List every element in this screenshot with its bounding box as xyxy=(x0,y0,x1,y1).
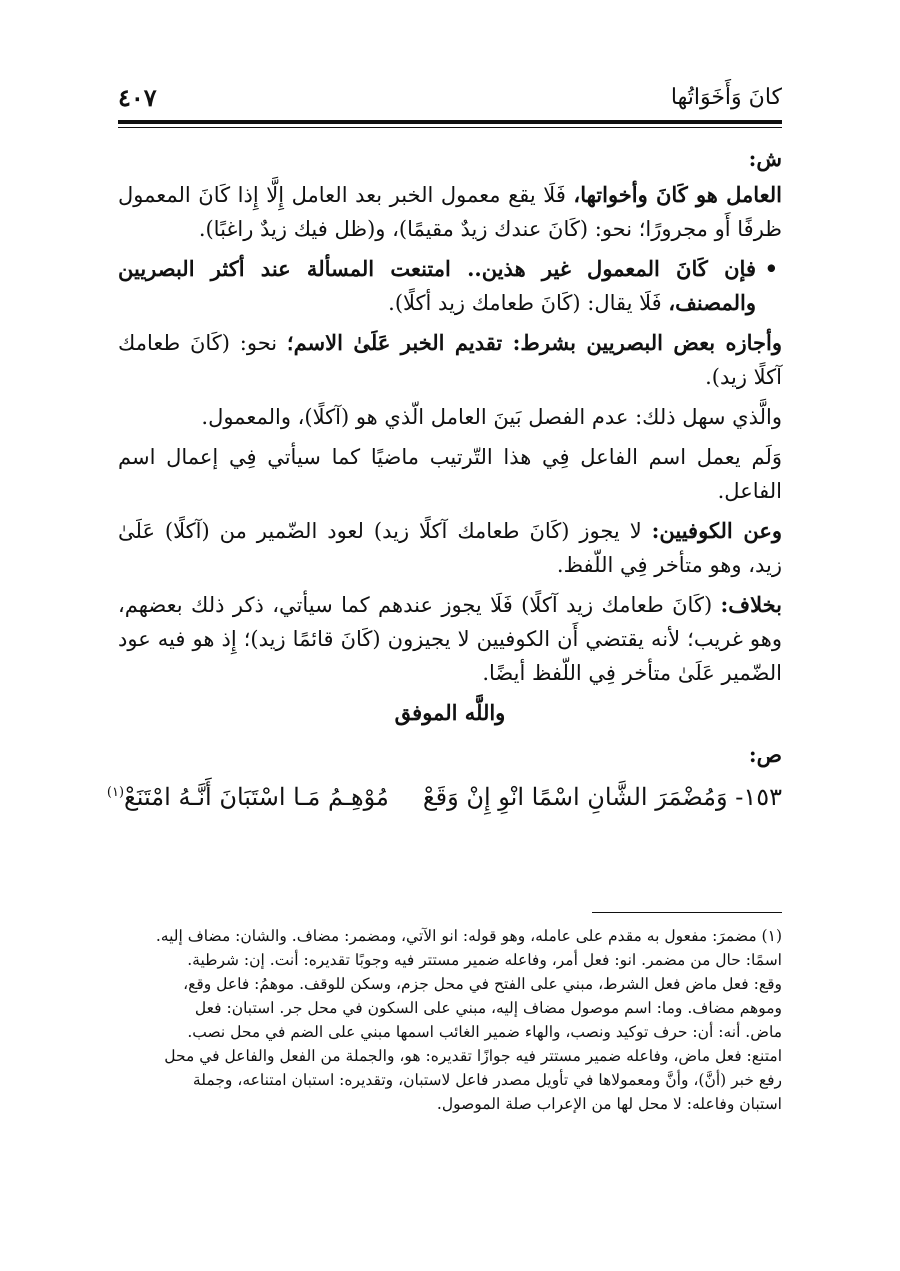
paragraph-3: والَّذي سهل ذلك: عدم الفصل بَينَ العامل الّذي هو (آكلًا)، والمعمول. xyxy=(201,405,782,429)
footnote-line: (١) مضمرَ: مفعول به مقدم على عامله، وهو قوله: انو الآتي، ومضمر: مضاف. والشان: مضاف إليه. xyxy=(155,927,782,945)
footnote-line: امتنع: فعل ماض، وفاعله ضمير مستتر فيه جوازًا تقديره: هو، والجملة من الفعل والفاعل في محل xyxy=(164,1047,782,1065)
paragraph-4: وَلَم يعمل اسم الفاعل فِي هذا التّرتيب ماضيًا كما سيأتي فِي إعمال اسم الفاعل. xyxy=(118,445,782,503)
paragraph-2-text: نحو: (كَانَ طعامك آكلًا زيد). xyxy=(118,331,782,389)
paragraph-1 xyxy=(118,178,782,246)
bullet-bold: فإن كَانَ المعمول غير هذين.. امتنعت المسألة عند أكثر البصريين والمصنف، xyxy=(118,256,756,315)
paragraph-1-bold: العامل هو كَانَ وأخواتها، xyxy=(573,182,782,207)
footnotes xyxy=(118,924,782,1116)
verse-number: ١٥٣- xyxy=(735,783,782,811)
header-rule-thin xyxy=(118,127,782,128)
paragraph-5 xyxy=(118,514,782,582)
bullet-text: فَلَا يقال: (كَانَ طعامك زيد أكلًا). xyxy=(388,291,669,315)
sharh-label: ش: xyxy=(748,146,782,171)
verse-hemistich-2: مُوْهِـمُ مَـا اسْتَبَانَ أَنَّـهُ امْتَنَعْ xyxy=(124,783,389,811)
footnote-line: رفع خبر (أنَّ)، وأنَّ ومعمولاها في تأويل مصدر فاعل لاستبان، وتقديره: استبان امتناعه، وجملة xyxy=(192,1071,782,1089)
paragraph-6-bold: بخلاف: xyxy=(720,592,782,617)
footnote-separator xyxy=(592,912,782,913)
footnote-line: استبان وفاعله: لا محل لها من الإعراب صلة الموصول. xyxy=(436,1095,782,1113)
bullet-item xyxy=(118,252,782,320)
footnote-line: وقع: فعل ماض فعل الشرط، مبني على الفتح في محل جزم، وسكن للوقف. موهمُ: فاعل وقع، xyxy=(183,975,782,993)
footnote-line: اسمًا: حال من مضمر. انو: فعل أمر، وفاعله ضمير مستتر فيه وجوبًا تقديره: أنت. إن: شرطية. xyxy=(187,951,782,969)
paragraph-5-bold: وعن الكوفيين: xyxy=(651,518,782,543)
verse-line xyxy=(106,776,782,814)
main-text xyxy=(106,142,782,820)
paragraph-2 xyxy=(118,326,782,394)
paragraph-6-text: (كَانَ طعامك زيد آكلًا) فَلَا يجوز عندهم كما سيأتي، ذكر ذلك بعضهم، وهو غريب؛ لأنه يقتضي أَن الكوفيين لا يجيزون (كَانَ قائمًا زيد)؛ إِذ هو فيه عود الضّمير عَلَىٰ متأخر فِي اللّفظ أيضًا. xyxy=(118,593,782,685)
footnote-ref[interactable]: (١) xyxy=(106,785,125,800)
header-rule-thick xyxy=(118,120,782,124)
matn-label: ص: xyxy=(748,742,782,767)
bullet-dot-icon: • xyxy=(764,256,778,281)
paragraph-5-text: لا يجوز (كَانَ طعامك آكلًا زيد) لعود الضّمير من (آكلًا) عَلَىٰ زيد، وهو متأخر فِي اللّفظ. xyxy=(118,519,782,577)
running-header-title: كانَ وَأَخَوَاتُها xyxy=(670,85,782,110)
paragraph-1-text: فَلَا يقع معمول الخبر بعد العامل إِلَّا إِذا كَانَ المعمول ظرفًا أَو مجرورًا؛ نحو: (كَانَ عندك زيدٌ مقيمًا)، و(ظل فيك زيدٌ راغبًا). xyxy=(118,183,782,241)
footnote-line: ماض. أنه: أن: حرف توكيد ونصب، والهاء ضمير الغائب اسمها مبني على الضم في محل نصب. xyxy=(187,1023,782,1041)
page-number: ٤٠٧ xyxy=(118,83,157,112)
paragraph-2-bold: وأجازه بعض البصريين بشرط: تقديم الخبر عَلَىٰ الاسم؛ xyxy=(286,330,782,355)
footnote-line: وموهم مضاف. وما: اسم موصول مضاف إليه، مبني على السكون في محل جر. استبان: فعل xyxy=(194,999,782,1017)
verse-hemistich-1: وَمُضْمَرَ الشَّانِ اسْمًا انْوِ إِنْ وَقَعْ xyxy=(422,783,728,811)
paragraph-6 xyxy=(118,588,782,690)
closing-phrase: واللَّه الموفق xyxy=(394,700,506,725)
